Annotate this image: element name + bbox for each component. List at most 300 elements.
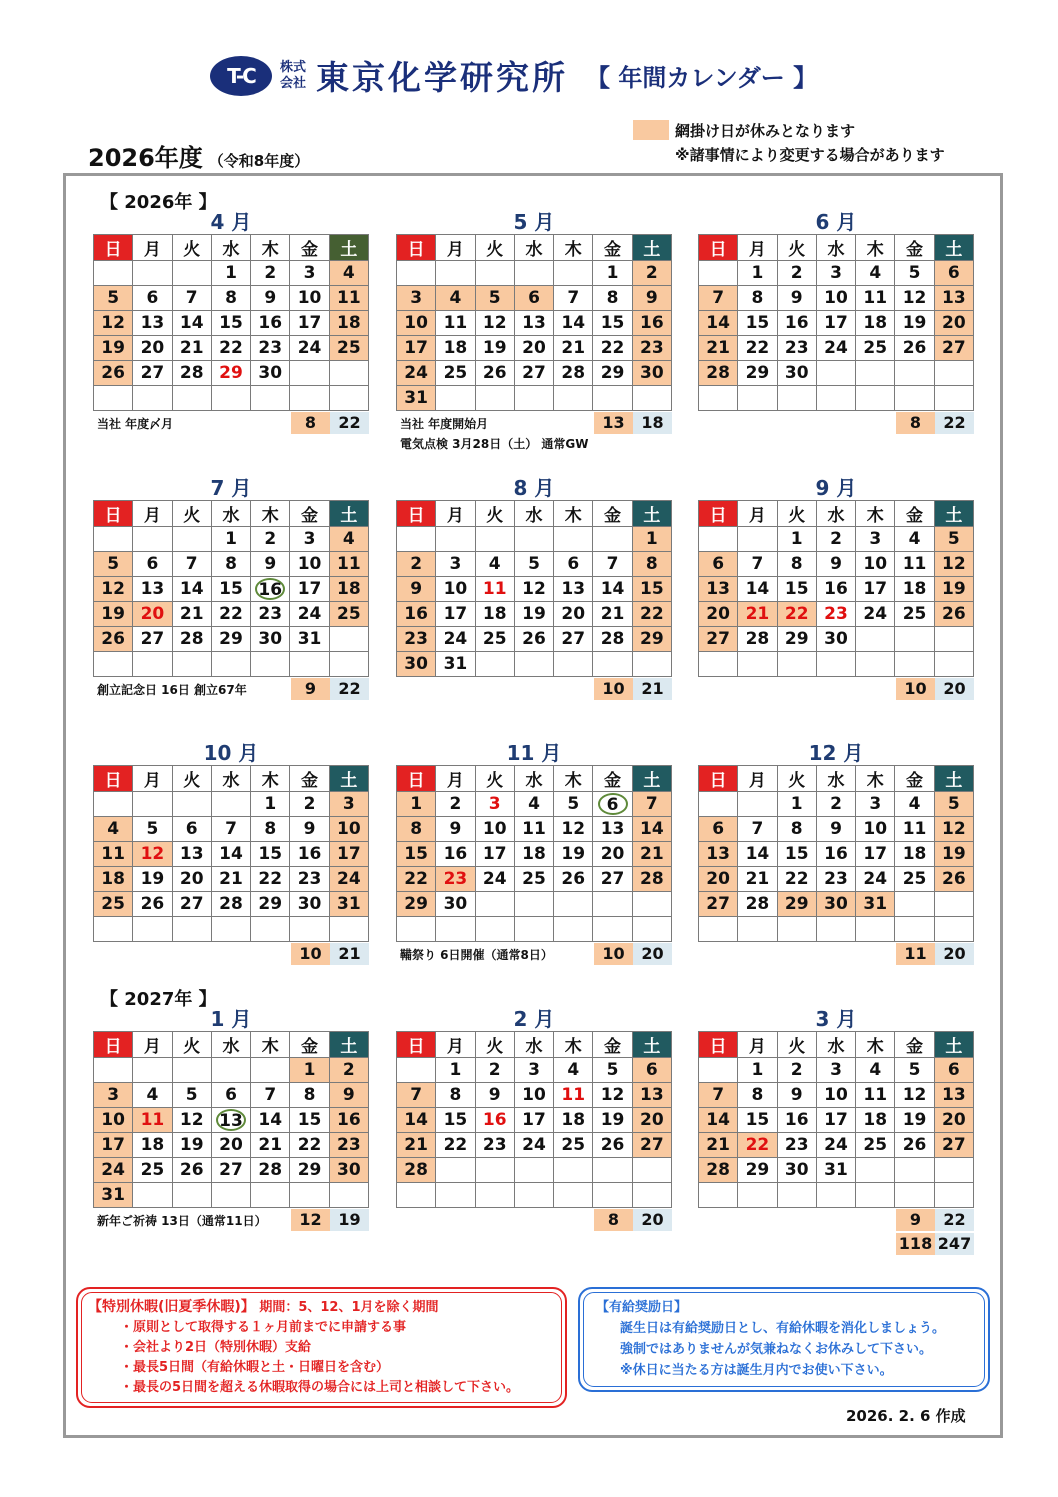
day-cell: 2 bbox=[777, 261, 816, 286]
day-cell: 23 bbox=[632, 336, 671, 361]
day-cell bbox=[593, 527, 632, 552]
day-cell: 1 bbox=[397, 792, 436, 817]
weekday-header: 月 bbox=[738, 501, 777, 527]
day-cell: 10 bbox=[329, 817, 368, 842]
day-cell bbox=[895, 361, 934, 386]
day-cell: 16 bbox=[397, 602, 436, 627]
day-cell: 29 bbox=[211, 361, 250, 386]
day-cell bbox=[475, 1183, 514, 1208]
day-cell bbox=[514, 261, 553, 286]
day-cell: 17 bbox=[290, 311, 329, 336]
day-cell: 23 bbox=[251, 602, 290, 627]
day-cell: 26 bbox=[172, 1158, 211, 1183]
day-cell bbox=[475, 261, 514, 286]
day-cell: 6 bbox=[699, 817, 738, 842]
day-cell bbox=[133, 1183, 172, 1208]
day-cell: 13 bbox=[934, 286, 973, 311]
month-table bbox=[698, 234, 974, 411]
day-cell: 17 bbox=[514, 1108, 553, 1133]
day-cell: 4 bbox=[94, 817, 133, 842]
month-table bbox=[93, 234, 369, 411]
day-cell bbox=[211, 1058, 250, 1083]
day-cell bbox=[699, 792, 738, 817]
day-cell: 24 bbox=[290, 602, 329, 627]
month-title: 10 月 bbox=[203, 741, 259, 765]
day-cell bbox=[397, 1058, 436, 1083]
day-cell: 28 bbox=[699, 361, 738, 386]
day-cell: 22 bbox=[211, 336, 250, 361]
day-cell: 7 bbox=[699, 1083, 738, 1108]
day-cell bbox=[699, 652, 738, 677]
weekday-header: 水 bbox=[211, 501, 250, 527]
day-cell: 28 bbox=[738, 627, 777, 652]
day-cell: 23 bbox=[777, 1133, 816, 1158]
day-cell: 7 bbox=[172, 552, 211, 577]
day-cell: 3 bbox=[816, 261, 855, 286]
day-cell: 11 bbox=[856, 286, 895, 311]
day-cell: 30 bbox=[777, 1158, 816, 1183]
day-cell: 10 bbox=[290, 552, 329, 577]
day-cell: 30 bbox=[816, 892, 855, 917]
day-cell: 19 bbox=[172, 1133, 211, 1158]
day-cell bbox=[251, 1183, 290, 1208]
day-cell: 30 bbox=[632, 361, 671, 386]
month-title: 1 月 bbox=[210, 1007, 252, 1031]
day-cell: 20 bbox=[514, 336, 553, 361]
day-cell: 21 bbox=[172, 336, 211, 361]
day-cell: 4 bbox=[514, 792, 553, 817]
day-cell: 14 bbox=[172, 577, 211, 602]
workday-count: 20 bbox=[935, 678, 974, 700]
day-cell: 3 bbox=[816, 1058, 855, 1083]
day-cell: 12 bbox=[593, 1083, 632, 1108]
day-cell bbox=[172, 917, 211, 942]
day-cell bbox=[329, 627, 368, 652]
month-table bbox=[93, 765, 369, 942]
logo-mark bbox=[210, 56, 272, 96]
weekday-header: 木 bbox=[251, 1032, 290, 1058]
paid-leave-box bbox=[578, 1287, 990, 1392]
day-cell: 3 bbox=[436, 552, 475, 577]
day-cell: 1 bbox=[436, 1058, 475, 1083]
day-cell bbox=[632, 892, 671, 917]
day-cell: 12 bbox=[94, 577, 133, 602]
day-cell: 30 bbox=[777, 361, 816, 386]
day-cell: 10 bbox=[290, 286, 329, 311]
day-cell: 31 bbox=[856, 892, 895, 917]
day-cell bbox=[436, 1183, 475, 1208]
day-cell: 17 bbox=[475, 842, 514, 867]
day-cell: 5 bbox=[593, 1058, 632, 1083]
day-cell: 2 bbox=[397, 552, 436, 577]
day-cell: 25 bbox=[475, 627, 514, 652]
day-cell: 18 bbox=[856, 1108, 895, 1133]
day-cell: 12 bbox=[133, 842, 172, 867]
day-cell: 20 bbox=[699, 867, 738, 892]
day-cell: 9 bbox=[777, 1083, 816, 1108]
month-title: 3 月 bbox=[815, 1007, 857, 1031]
workday-count: 21 bbox=[633, 678, 672, 700]
day-cell: 8 bbox=[593, 286, 632, 311]
day-cell: 4 bbox=[554, 1058, 593, 1083]
special-leave-line: ・最長の5日間を超える休暇取得の場合には上司と相談して下さい。 bbox=[120, 1380, 520, 1395]
day-cell: 4 bbox=[856, 261, 895, 286]
day-cell bbox=[172, 386, 211, 411]
day-cell: 1 bbox=[777, 527, 816, 552]
day-cell: 8 bbox=[211, 552, 250, 577]
day-cell: 25 bbox=[856, 336, 895, 361]
day-cell bbox=[738, 917, 777, 942]
weekday-header: 水 bbox=[211, 766, 250, 792]
day-cell: 11 bbox=[475, 577, 514, 602]
day-cell bbox=[475, 386, 514, 411]
day-cell: 8 bbox=[397, 817, 436, 842]
day-cell: 7 bbox=[397, 1083, 436, 1108]
logo-kabushiki: 株式会社 bbox=[280, 59, 307, 91]
day-cell: 28 bbox=[738, 892, 777, 917]
day-cell: 5 bbox=[172, 1083, 211, 1108]
month-calendar bbox=[396, 741, 672, 966]
month-footer bbox=[93, 411, 369, 435]
day-cell bbox=[856, 627, 895, 652]
weekday-header: 火 bbox=[475, 1032, 514, 1058]
month-note: 当社 年度〆月 bbox=[97, 416, 174, 431]
weekday-header: 土 bbox=[329, 766, 368, 792]
day-cell: 30 bbox=[329, 1158, 368, 1183]
holiday-count: 8 bbox=[291, 412, 330, 434]
weekday-header: 金 bbox=[895, 766, 934, 792]
day-cell: 23 bbox=[816, 867, 855, 892]
day-cell: 17 bbox=[816, 311, 855, 336]
workday-count: 20 bbox=[633, 943, 672, 965]
day-cell: 1 bbox=[290, 1058, 329, 1083]
weekday-header: 水 bbox=[816, 766, 855, 792]
day-cell: 3 bbox=[856, 527, 895, 552]
day-cell bbox=[738, 1183, 777, 1208]
day-cell: 14 bbox=[172, 311, 211, 336]
day-cell: 10 bbox=[397, 311, 436, 336]
day-cell: 16 bbox=[329, 1108, 368, 1133]
year-label-2026: 【 2026年 】 bbox=[100, 192, 217, 213]
day-cell bbox=[554, 1158, 593, 1183]
weekday-header: 水 bbox=[816, 235, 855, 261]
day-cell: 19 bbox=[895, 1108, 934, 1133]
paid-leave-line: 誕生日は有給奨励日とし、有給休暇を消化しましょう。 bbox=[620, 1321, 946, 1336]
day-cell bbox=[632, 917, 671, 942]
day-cell bbox=[290, 361, 329, 386]
day-cell: 22 bbox=[290, 1133, 329, 1158]
day-cell: 11 bbox=[856, 1083, 895, 1108]
day-cell: 29 bbox=[738, 1158, 777, 1183]
day-cell: 18 bbox=[329, 577, 368, 602]
day-cell: 6 bbox=[699, 552, 738, 577]
day-cell bbox=[593, 386, 632, 411]
month-footer bbox=[396, 411, 672, 435]
day-cell: 24 bbox=[816, 1133, 855, 1158]
day-cell: 4 bbox=[475, 552, 514, 577]
day-cell: 9 bbox=[816, 817, 855, 842]
day-cell: 7 bbox=[172, 286, 211, 311]
day-cell bbox=[211, 652, 250, 677]
day-cell: 28 bbox=[251, 1158, 290, 1183]
day-cell: 8 bbox=[738, 1083, 777, 1108]
month-table bbox=[396, 234, 672, 411]
day-cell bbox=[172, 1183, 211, 1208]
weekday-header: 木 bbox=[856, 501, 895, 527]
day-cell: 20 bbox=[133, 336, 172, 361]
weekday-header: 火 bbox=[777, 766, 816, 792]
day-cell bbox=[329, 386, 368, 411]
month-title: 12 月 bbox=[808, 741, 864, 765]
weekday-header: 木 bbox=[554, 766, 593, 792]
workday-count: 22 bbox=[935, 1209, 974, 1231]
day-cell: 26 bbox=[593, 1133, 632, 1158]
day-cell bbox=[94, 1058, 133, 1083]
weekday-header: 日 bbox=[397, 501, 436, 527]
day-cell: 6 bbox=[133, 286, 172, 311]
day-cell bbox=[94, 527, 133, 552]
company-logo bbox=[210, 52, 817, 99]
day-cell: 15 bbox=[436, 1108, 475, 1133]
day-cell bbox=[436, 917, 475, 942]
weekday-header: 木 bbox=[251, 766, 290, 792]
day-cell bbox=[816, 361, 855, 386]
day-cell bbox=[895, 386, 934, 411]
day-cell: 27 bbox=[934, 1133, 973, 1158]
day-cell: 17 bbox=[94, 1133, 133, 1158]
month-footer bbox=[93, 942, 369, 966]
day-cell: 19 bbox=[895, 311, 934, 336]
day-cell: 7 bbox=[738, 817, 777, 842]
month-table bbox=[396, 500, 672, 677]
month-table bbox=[396, 765, 672, 942]
day-cell: 12 bbox=[934, 552, 973, 577]
day-cell bbox=[856, 361, 895, 386]
day-cell: 31 bbox=[94, 1183, 133, 1208]
day-cell: 6 bbox=[934, 261, 973, 286]
day-cell: 9 bbox=[475, 1083, 514, 1108]
day-cell: 19 bbox=[475, 336, 514, 361]
day-cell: 6 bbox=[211, 1083, 250, 1108]
day-cell: 12 bbox=[895, 286, 934, 311]
day-cell: 27 bbox=[699, 627, 738, 652]
day-cell: 29 bbox=[738, 361, 777, 386]
day-cell: 28 bbox=[211, 892, 250, 917]
day-cell: 24 bbox=[94, 1158, 133, 1183]
day-cell: 24 bbox=[436, 627, 475, 652]
day-cell: 23 bbox=[329, 1133, 368, 1158]
day-cell bbox=[211, 1183, 250, 1208]
day-cell bbox=[475, 917, 514, 942]
weekday-header: 金 bbox=[290, 501, 329, 527]
day-cell: 8 bbox=[738, 286, 777, 311]
weekday-header: 木 bbox=[856, 235, 895, 261]
day-cell: 29 bbox=[777, 627, 816, 652]
day-cell: 1 bbox=[211, 527, 250, 552]
day-cell bbox=[593, 1158, 632, 1183]
month-calendar bbox=[698, 1007, 974, 1232]
day-cell: 15 bbox=[738, 1108, 777, 1133]
day-cell: 19 bbox=[934, 577, 973, 602]
day-cell: 13 bbox=[593, 817, 632, 842]
weekday-header: 月 bbox=[133, 501, 172, 527]
day-cell bbox=[133, 1058, 172, 1083]
day-cell bbox=[554, 652, 593, 677]
month-note: 新年ご祈祷 13日（通常11日） bbox=[97, 1213, 267, 1228]
workday-count: 18 bbox=[633, 412, 672, 434]
day-cell: 21 bbox=[172, 602, 211, 627]
day-cell bbox=[554, 892, 593, 917]
day-cell bbox=[475, 527, 514, 552]
holiday-count: 10 bbox=[594, 943, 633, 965]
day-cell: 4 bbox=[856, 1058, 895, 1083]
weekday-header: 月 bbox=[436, 766, 475, 792]
weekday-header: 月 bbox=[738, 1032, 777, 1058]
fiscal-year-label: 2026年度 bbox=[88, 144, 203, 172]
weekday-header: 水 bbox=[816, 1032, 855, 1058]
day-cell: 22 bbox=[251, 867, 290, 892]
weekday-header: 木 bbox=[251, 235, 290, 261]
day-cell bbox=[397, 261, 436, 286]
day-cell: 30 bbox=[290, 892, 329, 917]
holiday-count: 13 bbox=[594, 412, 633, 434]
day-cell bbox=[934, 1183, 973, 1208]
day-cell: 27 bbox=[554, 627, 593, 652]
day-cell bbox=[514, 1158, 553, 1183]
day-cell: 15 bbox=[211, 311, 250, 336]
day-cell: 1 bbox=[738, 1058, 777, 1083]
day-cell: 5 bbox=[895, 261, 934, 286]
day-cell: 8 bbox=[211, 286, 250, 311]
day-cell bbox=[554, 261, 593, 286]
weekday-header: 金 bbox=[593, 235, 632, 261]
day-cell: 21 bbox=[593, 602, 632, 627]
month-title: 8 月 bbox=[513, 476, 555, 500]
weekday-header: 金 bbox=[593, 1032, 632, 1058]
day-cell: 2 bbox=[436, 792, 475, 817]
weekday-header: 水 bbox=[211, 235, 250, 261]
day-cell: 2 bbox=[290, 792, 329, 817]
day-cell: 22 bbox=[397, 867, 436, 892]
month-calendar bbox=[93, 1007, 369, 1232]
weekday-header: 日 bbox=[397, 1032, 436, 1058]
day-cell bbox=[699, 1058, 738, 1083]
day-cell: 21 bbox=[738, 867, 777, 892]
day-cell: 2 bbox=[251, 527, 290, 552]
weekday-header: 日 bbox=[699, 1032, 738, 1058]
annual-totals bbox=[896, 1233, 974, 1255]
weekday-header: 土 bbox=[632, 1032, 671, 1058]
day-cell: 25 bbox=[133, 1158, 172, 1183]
day-cell bbox=[133, 386, 172, 411]
day-cell: 14 bbox=[554, 311, 593, 336]
day-cell: 10 bbox=[856, 817, 895, 842]
day-cell bbox=[133, 261, 172, 286]
day-cell: 5 bbox=[895, 1058, 934, 1083]
paid-leave-heading: 【有給奨励日】 bbox=[596, 1300, 688, 1315]
day-cell: 24 bbox=[856, 867, 895, 892]
weekday-header: 日 bbox=[94, 501, 133, 527]
day-cell: 27 bbox=[133, 627, 172, 652]
day-cell bbox=[94, 652, 133, 677]
day-cell: 5 bbox=[94, 552, 133, 577]
day-cell: 16 bbox=[632, 311, 671, 336]
day-cell: 13 bbox=[172, 842, 211, 867]
month-footer bbox=[698, 677, 974, 701]
workday-count: 20 bbox=[935, 943, 974, 965]
day-cell bbox=[172, 1058, 211, 1083]
weekday-header: 月 bbox=[436, 235, 475, 261]
day-cell: 27 bbox=[934, 336, 973, 361]
day-cell bbox=[632, 652, 671, 677]
day-cell: 12 bbox=[172, 1108, 211, 1133]
day-cell bbox=[738, 527, 777, 552]
day-cell: 28 bbox=[632, 867, 671, 892]
holiday-count: 10 bbox=[594, 678, 633, 700]
day-cell bbox=[934, 361, 973, 386]
day-cell: 2 bbox=[632, 261, 671, 286]
weekday-header: 水 bbox=[514, 235, 553, 261]
month-title: 2 月 bbox=[513, 1007, 555, 1031]
month-calendar bbox=[698, 476, 974, 701]
day-cell: 22 bbox=[777, 867, 816, 892]
weekday-header: 土 bbox=[632, 766, 671, 792]
day-cell: 7 bbox=[632, 792, 671, 817]
weekday-header: 木 bbox=[856, 766, 895, 792]
day-cell: 26 bbox=[475, 361, 514, 386]
month-calendar bbox=[396, 476, 672, 701]
day-cell: 11 bbox=[133, 1108, 172, 1133]
weekday-header: 土 bbox=[632, 235, 671, 261]
weekday-header: 金 bbox=[895, 235, 934, 261]
day-cell bbox=[934, 1158, 973, 1183]
day-cell: 16 bbox=[816, 577, 855, 602]
day-cell bbox=[856, 917, 895, 942]
day-cell bbox=[251, 386, 290, 411]
day-cell: 1 bbox=[593, 261, 632, 286]
day-cell bbox=[251, 917, 290, 942]
day-cell: 15 bbox=[738, 311, 777, 336]
legend-change-note: ※諸事情により変更する場合があります bbox=[675, 145, 945, 164]
day-cell bbox=[777, 917, 816, 942]
total-workdays: 247 bbox=[935, 1233, 974, 1255]
weekday-header: 火 bbox=[172, 235, 211, 261]
day-cell bbox=[895, 917, 934, 942]
day-cell: 29 bbox=[211, 627, 250, 652]
month-footer bbox=[698, 942, 974, 966]
day-cell bbox=[554, 1183, 593, 1208]
day-cell: 6 bbox=[934, 1058, 973, 1083]
day-cell bbox=[699, 917, 738, 942]
day-cell: 19 bbox=[94, 602, 133, 627]
day-cell: 23 bbox=[777, 336, 816, 361]
day-cell bbox=[514, 527, 553, 552]
day-cell: 16 bbox=[816, 842, 855, 867]
holiday-count: 12 bbox=[291, 1209, 330, 1231]
day-cell: 1 bbox=[738, 261, 777, 286]
month-note: 創立記念日 16日 創立67年 bbox=[97, 682, 247, 697]
day-cell: 24 bbox=[290, 336, 329, 361]
day-cell bbox=[816, 386, 855, 411]
day-cell: 2 bbox=[777, 1058, 816, 1083]
day-cell: 21 bbox=[251, 1133, 290, 1158]
day-cell bbox=[699, 261, 738, 286]
day-cell: 25 bbox=[329, 602, 368, 627]
weekday-header: 金 bbox=[290, 1032, 329, 1058]
day-cell: 21 bbox=[632, 842, 671, 867]
day-cell: 20 bbox=[934, 1108, 973, 1133]
day-cell: 16 bbox=[475, 1108, 514, 1133]
